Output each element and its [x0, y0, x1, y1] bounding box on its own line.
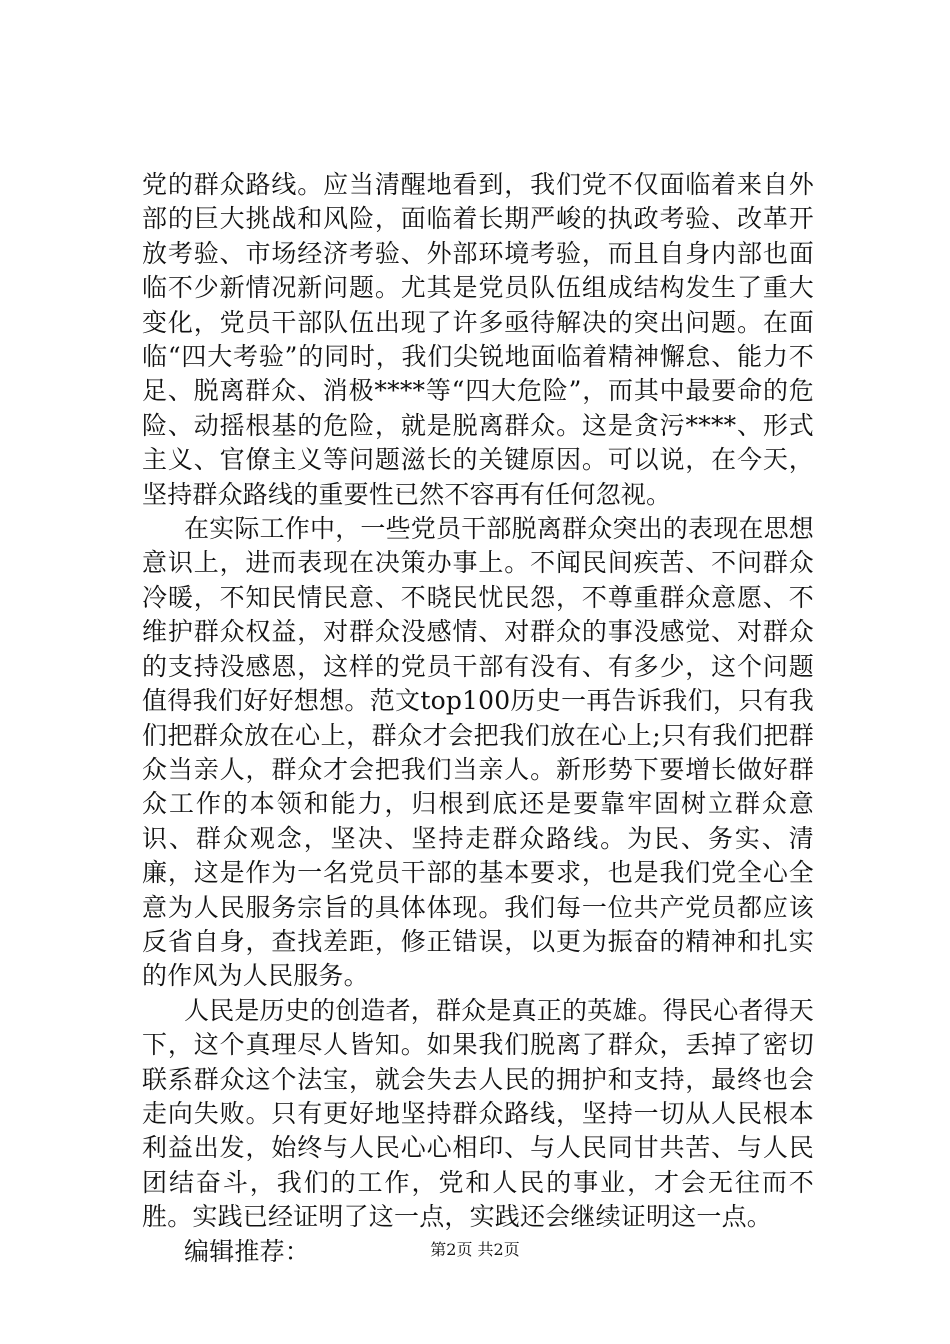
- paragraph-continuation: 党的群众路线。应当清醒地看到，我们党不仅面临着来自外部的巨大挑战和风险，面临着长期严峻的执政考验、改革开放考验、市场经济考验、外部环境考验，而且自身内部也面临不少新情况新问题。尤其是党员队伍组成结构发生了重大变化，党员干部队伍出现了许多亟待解决的突出问题。在面临“四大考验”的同时，我们尖锐地面临着精神懈怠、能力不足、脱离群众、消极****等“四大危险”，而其中最要命的危险、动摇根基的危险，就是脱离群众。这是贪污****、形式主义、官僚主义等问题滋长的关键原因。可以说，在今天，坚持群众路线的重要性已然不容再有任何忽视。: [142, 170, 814, 509]
- paragraph-people-history: 人民是历史的创造者，群众是真正的英雄。得民心者得天下，这个真理尽人皆知。如果我们脱离了群众，丢掉了密切联系群众这个法宝，就会失去人民的拥护和支持，最终也会走向失败。只有更好地坚持群众路线，坚持一切从人民根本利益出发，始终与人民心心相印、与人民同甘共苦、与人民团结奋斗，我们的工作，党和人民的事业，才会无往而不胜。实践已经证明了这一点，实践还会继续证明这一点。: [142, 995, 815, 1232]
- paragraph-practical-work: 在实际工作中，一些党员干部脱离群众突出的表现在思想意识上，进而表现在决策办事上。不闻民间疾苦、不问群众冷暖，不知民情民意、不晓民忧民怨，不尊重群众意愿、不维护群众权益，对群众没感情、对群众的事没感觉、对群众的支持没感恩，这样的党员干部有没有、有多少，这个问题值得我们好好想想。范文top100历史一再告诉我们，只有我们把群众放在心上，群众才会把我们放在心上;只有我们把群众当亲人，群众才会把我们当亲人。新形势下要增长做好群众工作的本领和能力，归根到底还是要靠牢固树立群众意识、群众观念，坚决、坚持走群众路线。为民、务实、清廉，这是作为一名党员干部的基本要求，也是我们党全心全意为人民服务宗旨的具体体现。我们每一位共产党员都应该反省自身，查找差距，修正错误，以更为振奋的精神和扎实的作风为人民服务。: [142, 514, 815, 991]
- page-footer: 第2页 共2页: [430, 1240, 520, 1259]
- paragraph-editor-recommendation: 编辑推荐：: [184, 1236, 311, 1266]
- document-body: [142, 168, 814, 1269]
